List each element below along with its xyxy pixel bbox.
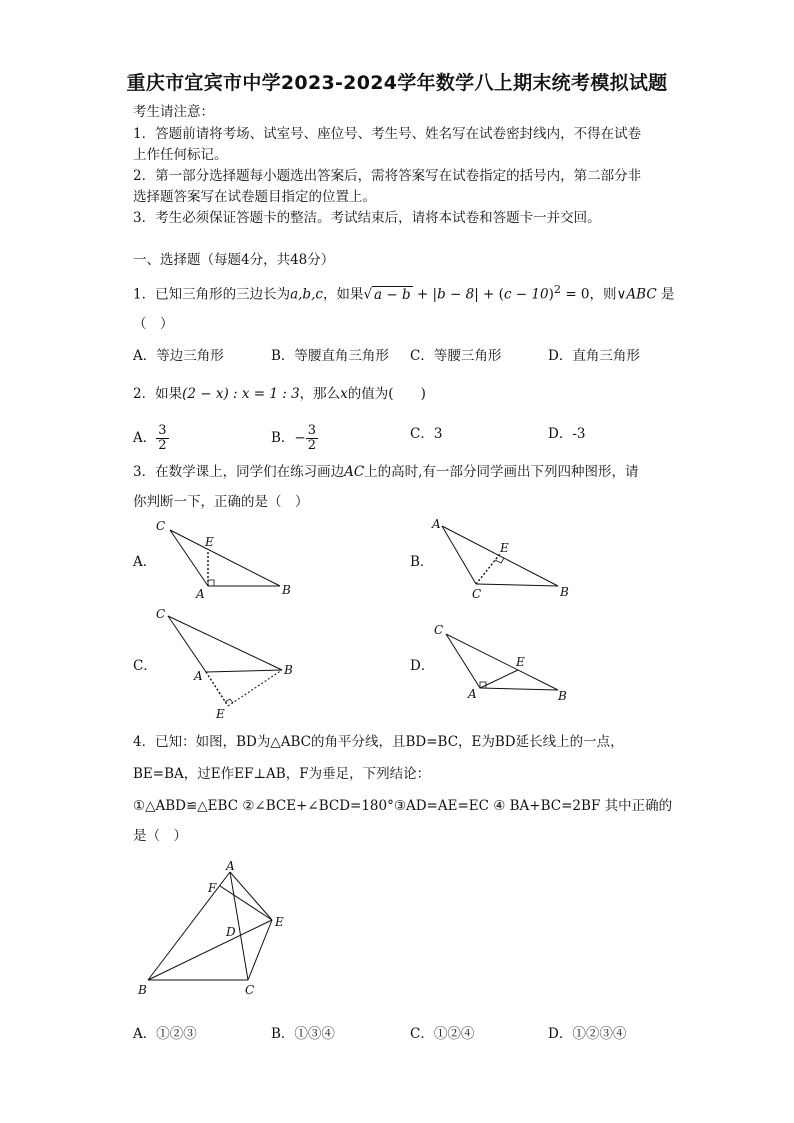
q3-option-c[interactable]: C．	[133, 658, 157, 674]
q2-option-b-sign: −	[294, 430, 306, 446]
q4-line-fe	[220, 886, 272, 920]
q3-figure-b	[428, 514, 578, 604]
q4-label-b: B	[138, 983, 147, 997]
q1-eq: = 0	[565, 286, 590, 303]
figd-side-cb	[446, 634, 558, 690]
section-heading: 一、选择题（每题4分，共48分）	[133, 252, 335, 268]
figd-label-a: A	[468, 687, 477, 701]
q1-abs-expr: b − 8	[437, 286, 475, 303]
q2-option-b-den: 2	[307, 438, 317, 453]
figb-side-cb	[476, 584, 558, 586]
q4-option-d[interactable]: D．①②③④	[548, 1026, 627, 1042]
q1-option-d[interactable]: D．直角三角形	[548, 348, 640, 364]
question-4-line2: BE=BA，过E作EF⊥AB，F为垂足，下列结论：	[133, 766, 431, 782]
q2-option-b-fraction	[306, 424, 318, 453]
q1-sq-expr: c − 10	[503, 286, 549, 303]
q2-option-a-fraction	[156, 424, 168, 453]
q2-option-a-label: A．	[133, 430, 157, 446]
q1-mid: ，如果	[322, 286, 364, 303]
figa-side-ca	[170, 530, 208, 586]
question-4-line1: 4．已知：如图，BD为△ABC的角平分线，且BD=BC，E为BD延长线上的一点，	[133, 734, 624, 750]
q1-triangle: ∨ABC	[616, 286, 657, 303]
q2-option-a[interactable]	[133, 424, 169, 453]
question-4-line4: 是（ ）	[133, 828, 187, 844]
q1-option-b[interactable]: B．等腰直角三角形	[271, 348, 389, 364]
figa-label-b: B	[282, 583, 291, 597]
figc-side-ab	[206, 670, 282, 672]
figa-label-a: A	[196, 587, 205, 601]
q4-line-ce	[248, 920, 272, 980]
q4-option-a[interactable]: A．①②③	[133, 1026, 197, 1042]
figd-label-b: B	[558, 689, 567, 703]
figa-right-angle	[208, 580, 214, 586]
figc-extension	[206, 672, 228, 706]
question-4-line3: ①△ABD≌△EBC ②∠BCE+∠BCD=180°③AD=AE=EC ④ BA+BC=2BF 其中正确的	[133, 798, 673, 814]
q4-label-c: C	[245, 983, 255, 997]
notice-item-1b: 上作任何标记。	[133, 147, 228, 163]
figc-height	[228, 670, 282, 706]
q4-label-f: F	[208, 881, 217, 895]
q4-label-e: E	[275, 915, 284, 929]
q1-paren: （ ）	[133, 316, 174, 332]
q3-option-b[interactable]: B．	[410, 554, 434, 570]
figd-side-ab	[480, 688, 558, 690]
notice-item-2b: 选择题答案写在试卷题目指定的位置上。	[133, 189, 376, 205]
q2-option-b[interactable]	[271, 424, 318, 453]
q2-var: x	[340, 386, 348, 402]
q2-option-a-num: 3	[158, 423, 167, 438]
q2-option-d[interactable]: D．-3	[548, 426, 586, 442]
notice-item-1a: 1．答题前请将考场、试室号、座位号、考生号、姓名写在试卷密封线内，不得在试卷	[133, 126, 642, 142]
figc-side-cb	[168, 616, 282, 670]
q1-vars: a,b,c	[290, 286, 323, 303]
q2-option-a-den: 2	[158, 438, 167, 453]
notice-item-3: 3．考生必须保证答题卡的整洁。考试结束后，请将本试卷和答题卡一并交回。	[133, 210, 601, 226]
q3-figure-a	[150, 516, 300, 602]
question-3-stem-line1	[133, 462, 638, 482]
q1-pre: 1．已知三角形的三边长为	[133, 286, 291, 303]
figa-side-cb	[170, 530, 280, 586]
q2-option-b-label: B．	[271, 430, 295, 446]
q1-option-c[interactable]: C．等腰三角形	[410, 348, 502, 364]
q4-figure	[132, 856, 302, 1000]
figc-label-a: A	[194, 669, 203, 683]
q4-side-ba	[148, 872, 230, 980]
figa-label-c: C	[156, 519, 166, 533]
figc-label-c: C	[156, 607, 166, 621]
q4-option-b[interactable]: B．①③④	[271, 1026, 335, 1042]
notice-heading: 考生请注意：	[133, 104, 214, 120]
q2-option-b-num: 3	[307, 423, 317, 438]
figb-label-c: C	[472, 587, 482, 601]
page-title: 重庆市宜宾市中学2023-2024学年数学八上期末统考模拟试题	[126, 72, 668, 94]
figb-height	[476, 554, 500, 584]
figc-label-b: B	[284, 663, 293, 677]
figa-label-e: E	[205, 535, 214, 549]
q3-figure-d	[428, 620, 578, 706]
q1-end: 是	[660, 286, 675, 303]
figc-label-e: E	[216, 707, 225, 721]
question-2-stem	[133, 384, 426, 404]
question-3-stem-line2: 你判断一下，正确的是（ ）	[133, 494, 309, 510]
q4-label-d: D	[226, 925, 236, 939]
q2-post: 的值为( )	[347, 386, 426, 402]
q3-line1-post: 上的高时,有一部分同学画出下列四种图形，请	[364, 464, 639, 480]
q3-line1-pre: 3．在数学课上，同学们在练习画边	[133, 464, 345, 480]
q4-line-be	[148, 920, 272, 980]
q1-option-a[interactable]: A．等边三角形	[133, 348, 224, 364]
q2-pre: 2．如果	[133, 386, 183, 402]
question-1-stem: 1．已知三角形的三边长为a,b,c，如果√ $a - b + |b - 8| + (c - 10)^2 = 0$，则∨ABC 是	[133, 283, 675, 303]
q2-expr: (2 − x) : x = 1 : 3	[182, 386, 300, 402]
q1-sqrt-expr: a − b	[374, 286, 411, 303]
figb-label-a: A	[432, 517, 441, 531]
figd-label-e: E	[516, 655, 525, 669]
q3-figure-c	[150, 604, 300, 722]
q3-line1-var: AC	[344, 464, 365, 480]
q1-post: ，则	[589, 286, 617, 303]
figc-side-ca	[168, 616, 206, 672]
q4-option-c[interactable]: C．①②④	[410, 1026, 475, 1042]
q2-mid: ，那么	[299, 386, 341, 402]
q3-option-d[interactable]: D．	[410, 658, 435, 674]
notice-item-2a: 2．第一部分选择题每小题选出答案后，需将答案写在试卷指定的括号内，第二部分非	[133, 168, 642, 184]
figd-label-c: C	[434, 623, 444, 637]
q2-option-c[interactable]: C．3	[410, 426, 443, 442]
figb-label-b: B	[560, 585, 569, 599]
q4-label-a: A	[226, 859, 235, 873]
q3-option-a[interactable]: A．	[133, 554, 157, 570]
figb-label-e: E	[500, 541, 509, 555]
